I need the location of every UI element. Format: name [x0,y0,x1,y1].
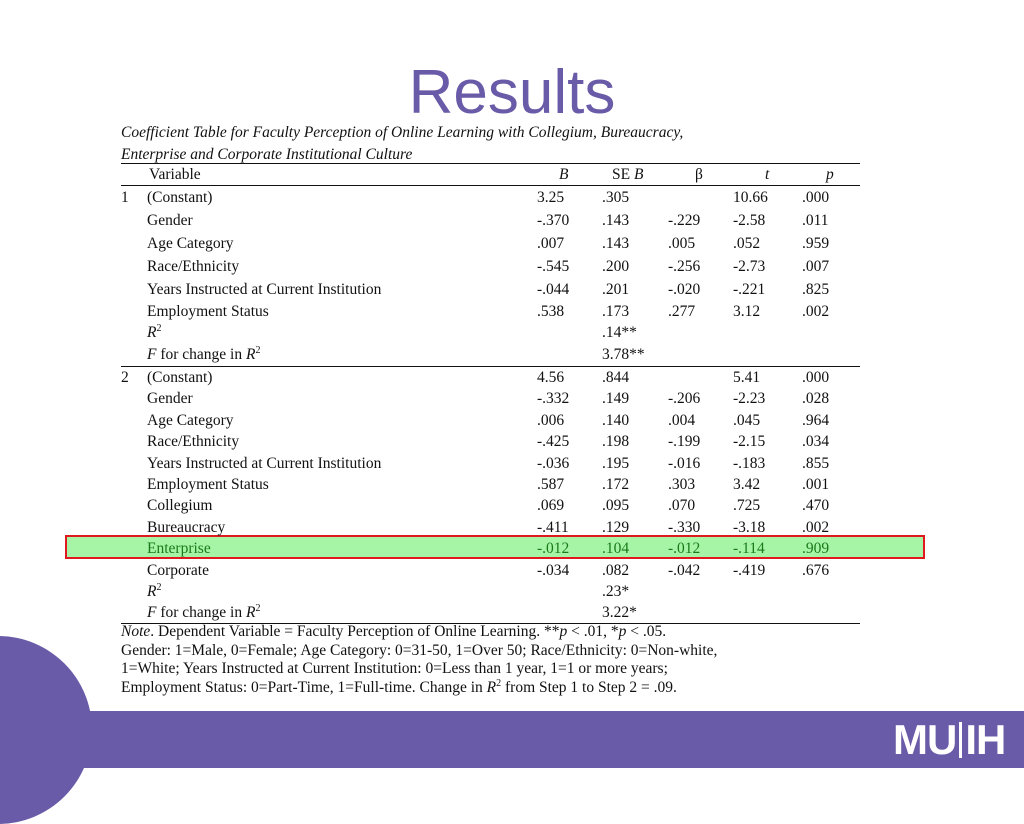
row-t: 3.42 [733,476,761,493]
row-b: -.012 [537,540,570,557]
table-row [121,256,860,278]
r-symbol: R [147,583,157,600]
row-variable: (Constant) [147,369,213,386]
step-label: 2 [121,369,129,386]
row-p: .034 [802,433,830,450]
row-beta: .004 [668,412,696,429]
row-se: .201 [602,281,630,298]
row-variable: Years Instructed at Current Institution [147,281,382,298]
table-row [121,453,860,475]
note-text: . Dependent Variable = Faculty Perception of Online Learning. ** [150,623,560,640]
table-row [121,517,860,539]
r-squared-label [147,322,161,344]
r-symbol: R [246,346,256,363]
row-se: .195 [602,455,630,472]
row-variable: Gender [147,212,193,229]
row-p: .909 [802,540,830,557]
row-beta: -.256 [668,258,701,275]
row-p: .001 [802,476,830,493]
superscript-2: 2 [156,582,162,593]
row-beta: -.199 [668,433,701,450]
note-line-1 [121,623,881,642]
row-se: .173 [602,303,630,320]
row-variable: Age Category [147,412,234,429]
table-row [121,210,860,232]
row-t: .725 [733,497,761,514]
f-change-value: 3.22* [602,604,637,621]
row-p: .000 [802,189,830,206]
f-change-label [147,602,260,624]
footer-bar [0,711,1024,768]
row-beta: -.042 [668,562,701,579]
row-se: .140 [602,412,630,429]
row-b: .538 [537,303,565,320]
row-se: .200 [602,258,630,275]
header-beta: β [695,166,703,183]
row-se: .198 [602,433,630,450]
row-t: .052 [733,235,761,252]
header-se-b-italic: B [633,166,644,183]
row-t: -.183 [733,455,766,472]
row-p: .964 [802,412,830,429]
row-p: .959 [802,235,830,252]
row-variable: Gender [147,390,193,407]
slide-title: Results [408,58,616,127]
row-b: -.425 [537,433,570,450]
table-row [121,279,860,301]
row-p: .676 [802,562,830,579]
row-variable: Employment Status [147,303,269,320]
f-change-label [147,344,260,366]
row-p: .002 [802,303,830,320]
row-b: .069 [537,497,565,514]
row-b: .587 [537,476,565,493]
superscript-2: 2 [255,603,261,614]
header-variable: Variable [149,166,201,183]
row-b: .006 [537,412,565,429]
table-row-enterprise-highlighted [121,538,860,560]
header-b: B [559,166,569,183]
table-row [121,367,860,389]
f-change-row [121,602,860,624]
row-t: -2.58 [733,212,766,229]
table-row [121,410,860,432]
table-row [121,431,860,453]
row-variable: Age Category [147,235,234,252]
row-t: -.221 [733,281,766,298]
logo-separator [959,722,962,758]
row-b: -.332 [537,390,570,407]
f-symbol: F [147,604,157,621]
row-variable: Race/Ethnicity [147,258,240,275]
note-line-4 [121,679,881,698]
row-t: 3.12 [733,303,761,320]
table-header-row [121,164,860,186]
row-variable: Collegium [147,497,213,514]
caption-line-1: Coefficient Table for Faculty Perception of Online Learning with Collegium, Bureaucracy, [121,124,684,141]
row-t: -.114 [733,540,765,557]
row-t: -2.15 [733,433,766,450]
table-row [121,301,860,323]
note-line-2: Gender: 1=Male, 0=Female; Age Category: 0=31-50, 1=Over 50; Race/Ethnicity: 0=Non-white, [121,641,718,659]
header-se-b [612,164,643,186]
r-squared-value: .23* [602,583,630,600]
row-b: -.044 [537,281,570,298]
row-p: .011 [802,212,829,229]
header-se-prefix: SE [612,166,634,183]
row-variable: Enterprise [147,540,211,557]
row-p: .470 [802,497,830,514]
f-change-row [121,344,860,366]
r-symbol: R [147,324,157,341]
r-squared-row [121,581,860,603]
row-t: .045 [733,412,761,429]
row-variable: Years Instructed at Current Institution [147,455,382,472]
row-b: -.411 [537,519,569,536]
row-p: .000 [802,369,830,386]
step-label: 1 [121,189,129,206]
row-beta: -.330 [668,519,701,536]
row-beta: .070 [668,497,696,514]
r-symbol: R [246,604,256,621]
caption-line-2: Enterprise and Corporate Institutional Culture [121,146,413,163]
row-beta: .277 [668,303,696,320]
p-symbol: p [559,623,568,640]
row-t: 10.66 [733,189,768,206]
f-change-value: 3.78** [602,346,645,363]
row-beta: -.016 [668,455,701,472]
table-row [121,233,860,255]
row-se: .143 [602,212,630,229]
table-row [121,388,860,410]
row-t: -3.18 [733,519,766,536]
table-caption [121,122,861,166]
row-b: .007 [537,235,565,252]
row-se: .095 [602,497,630,514]
row-beta: -.020 [668,281,701,298]
f-change-text: for change in [156,346,246,363]
r-symbol: R [486,678,497,696]
p-symbol: p [618,623,627,640]
row-b: -.545 [537,258,570,275]
row-b: -.036 [537,455,570,472]
row-b: 4.56 [537,369,565,386]
table-row [121,495,860,517]
superscript-2: 2 [255,345,261,356]
muih-logo [893,718,1005,762]
table-row [121,474,860,496]
row-b: 3.25 [537,189,565,206]
row-se: .844 [602,369,630,386]
row-t: -2.23 [733,390,766,407]
row-se: .172 [602,476,630,493]
row-se: .305 [602,189,630,206]
table-row [121,560,860,582]
f-symbol: F [147,346,157,363]
note-line-3: 1=White; Years Instructed at Current Institution: 0=Less than 1 year, 1=1 or more years; [121,660,668,677]
row-p: .825 [802,281,830,298]
row-variable: Race/Ethnicity [147,433,240,450]
row-p: .855 [802,455,830,472]
header-p: p [826,166,834,183]
row-p: .007 [802,258,830,275]
superscript-2: 2 [156,323,162,334]
row-beta: -.206 [668,390,701,407]
row-se: .149 [602,390,630,407]
row-t: -2.73 [733,258,766,275]
row-variable: Bureaucracy [147,519,226,536]
note-text: < .05. [626,623,667,640]
row-se: .129 [602,519,630,536]
header-t: t [765,166,770,183]
f-change-text: for change in [156,604,246,621]
row-p: .028 [802,390,830,407]
logo-text-mu: MU [893,716,957,763]
row-t: 5.41 [733,369,761,386]
row-beta: -.012 [668,540,701,557]
row-variable: Employment Status [147,476,269,493]
note-label: Note [121,623,151,640]
row-variable: (Constant) [147,189,213,206]
superscript-2: 2 [496,677,502,689]
note-text: Employment Status: 0=Part-Time, 1=Full-time. Change in [121,678,487,696]
row-se: .082 [602,562,630,579]
note-text: < .01, * [567,623,619,640]
note-text: from Step 1 to Step 2 = .09. [501,678,677,696]
row-t: -.419 [733,562,766,579]
row-p: .002 [802,519,830,536]
row-variable: Corporate [147,562,209,579]
table-note [121,623,881,697]
row-beta: .303 [668,476,696,493]
row-beta: .005 [668,235,696,252]
table-row [121,187,860,209]
r-squared-label [147,581,161,603]
row-se: .143 [602,235,630,252]
r-squared-value: .14** [602,324,637,341]
row-se: .104 [602,540,630,557]
r-squared-row [121,322,860,344]
row-b: -.370 [537,212,570,229]
row-b: -.034 [537,562,570,579]
row-beta: -.229 [668,212,701,229]
logo-text-ih: IH [965,716,1006,763]
